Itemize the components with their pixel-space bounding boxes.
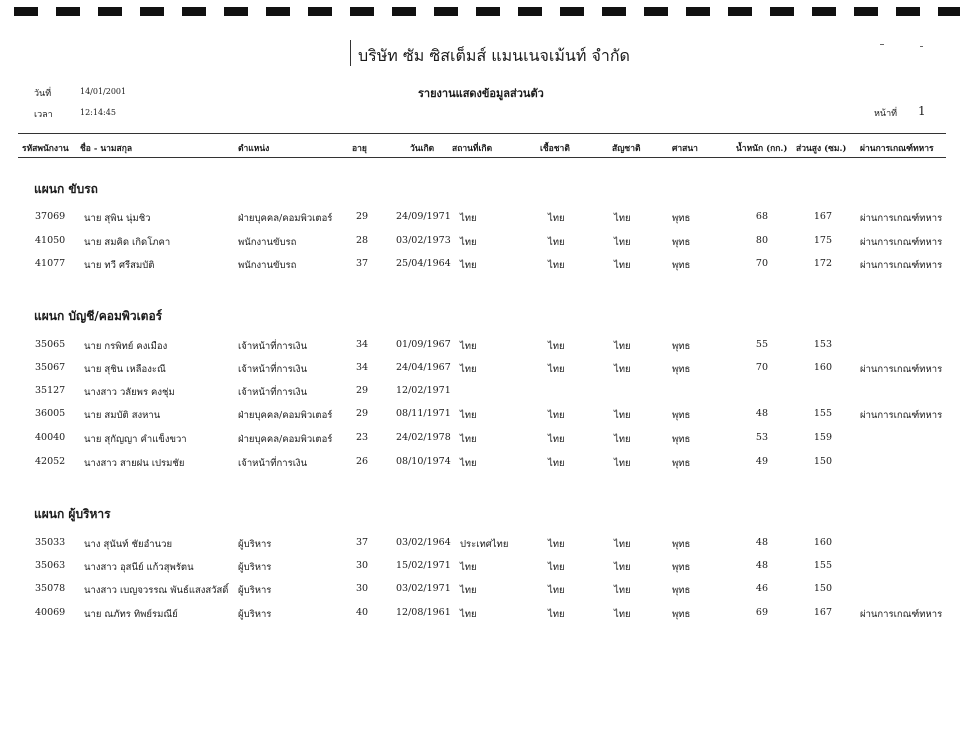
cell-name: นาย ณภัทร ทิพย์รมณีย์ <box>84 609 178 620</box>
col-age: อายุ <box>352 144 367 154</box>
perforation-dash <box>602 7 626 16</box>
time-label: เวลา <box>34 110 53 120</box>
cell-emp-id: 41050 <box>35 235 66 246</box>
date-label: วันที่ <box>34 89 52 99</box>
cell-race: ไทย <box>548 213 565 224</box>
cell-name: นาย สมบัติ สงหาน <box>84 410 161 421</box>
perforation-dash <box>140 7 164 16</box>
cell-weight: 48 <box>755 537 768 548</box>
cell-weight: 55 <box>755 339 768 350</box>
cell-nationality: ไทย <box>614 341 631 352</box>
cell-name: นาง สุนันท์ ชัยอำนวย <box>84 539 173 550</box>
cell-nationality: ไทย <box>614 260 631 271</box>
cell-religion: พุทธ <box>672 585 691 596</box>
section-title-driving: แผนก ขับรถ <box>34 182 98 196</box>
perforation-dash <box>182 7 206 16</box>
cell-religion: พุทธ <box>672 237 691 248</box>
cell-weight: 48 <box>755 408 768 419</box>
cell-race: ไทย <box>548 260 565 271</box>
cell-emp-id: 41077 <box>35 258 66 269</box>
cell-height: 150 <box>813 456 832 467</box>
header-top-rule <box>18 133 946 134</box>
cell-name: นางสาว เบญจวรรณ พันธ์แสงสวัสดิ์ <box>84 585 229 596</box>
table-row <box>0 235 960 253</box>
cell-birth-place: ไทย <box>460 341 477 352</box>
cell-birth-place: ไทย <box>460 260 477 271</box>
col-birth-place: สถานที่เกิด <box>452 144 493 154</box>
cell-race: ไทย <box>548 410 565 421</box>
perforation-dash <box>644 7 668 16</box>
cell-birth-date: 24/04/1967 <box>396 362 451 373</box>
cell-height: 167 <box>813 607 832 618</box>
perforation-dash <box>938 7 960 16</box>
cell-religion: พุทธ <box>672 434 691 445</box>
col-weight: น้ำหนัก (กก.) <box>736 144 788 154</box>
cell-birth-date: 25/04/1964 <box>396 258 451 269</box>
cell-nationality: ไทย <box>614 539 631 550</box>
cell-nationality: ไทย <box>614 213 631 224</box>
cell-birth-date: 01/09/1967 <box>396 339 451 350</box>
cell-race: ไทย <box>548 609 565 620</box>
cell-weight: 48 <box>755 560 768 571</box>
cell-height: 160 <box>813 537 832 548</box>
cell-name: นางสาว อุสนีย์ แก้วสุพรัตน <box>84 562 194 573</box>
cell-name: นางสาว สายฝน เปรมชัย <box>84 458 185 469</box>
perforation-dash <box>476 7 500 16</box>
cell-position: พนักงานขับรถ <box>238 260 297 271</box>
perforation-dash <box>518 7 542 16</box>
table-row <box>0 385 960 403</box>
cell-age: 26 <box>356 456 369 467</box>
cell-name: นาย สมคิด เกิดโภคา <box>84 237 171 248</box>
cell-birth-place: ไทย <box>460 213 477 224</box>
cell-race: ไทย <box>548 458 565 469</box>
cell-birth-date: 03/02/1971 <box>396 583 451 594</box>
perforation-dash <box>728 7 752 16</box>
col-name: ชื่อ - นามสกุล <box>80 144 133 154</box>
cell-position: ผู้บริหาร <box>238 562 272 573</box>
cell-position: ฝ่ายบุคคล/คอมพิวเตอร์ <box>238 213 333 224</box>
cell-weight: 53 <box>755 432 768 443</box>
perforation-dash <box>812 7 836 16</box>
cell-nationality: ไทย <box>614 609 631 620</box>
cell-age: 40 <box>356 607 369 618</box>
perforation-dash <box>308 7 332 16</box>
cell-name: นาย สุกัญญา คำแข็งขวา <box>84 434 187 445</box>
cell-position: เจ้าหน้าที่การเงิน <box>238 341 308 352</box>
cell-age: 29 <box>356 211 369 222</box>
perforation-dash <box>14 7 38 16</box>
cell-nationality: ไทย <box>614 585 631 596</box>
cell-religion: พุทธ <box>672 341 691 352</box>
perforation-dash <box>896 7 920 16</box>
scan-mark <box>880 44 884 45</box>
cell-height: 159 <box>813 432 832 443</box>
cell-religion: พุทธ <box>672 562 691 573</box>
cell-name: นาย ทวี ศรีสมบัติ <box>84 260 155 271</box>
cell-name: นาย สุชิน เหลืองะณี <box>84 364 166 375</box>
cell-race: ไทย <box>548 341 565 352</box>
cell-birth-date: 12/08/1961 <box>396 607 451 618</box>
cell-position: ฝ่ายบุคคล/คอมพิวเตอร์ <box>238 410 333 421</box>
cell-age: 30 <box>356 560 369 571</box>
cell-birth-place: ประเทศไทย <box>460 539 509 550</box>
cell-age: 34 <box>356 362 369 373</box>
table-row <box>0 607 960 625</box>
perforation-dash <box>56 7 80 16</box>
cell-age: 28 <box>356 235 369 246</box>
perforation-dashes <box>0 6 960 18</box>
cell-weight: 70 <box>755 362 768 373</box>
cell-position: เจ้าหน้าที่การเงิน <box>238 458 308 469</box>
cell-birth-date: 12/02/1971 <box>396 385 451 396</box>
col-position: ตำแหน่ง <box>238 144 270 154</box>
cell-name: นางสาว วลัยพร คงชุ่ม <box>84 387 175 398</box>
cell-position: ผู้บริหาร <box>238 539 272 550</box>
cell-nationality: ไทย <box>614 434 631 445</box>
perforation-dash <box>392 7 416 16</box>
cell-position: ผู้บริหาร <box>238 609 272 620</box>
scan-mark <box>920 46 923 47</box>
page-label: หน้าที่ <box>874 109 898 119</box>
perforation-dash <box>560 7 584 16</box>
col-birth-date: วันเกิด <box>410 144 435 154</box>
cell-nationality: ไทย <box>614 410 631 421</box>
table-row <box>0 362 960 380</box>
cell-nationality: ไทย <box>614 458 631 469</box>
col-military: ผ่านการเกณฑ์ทหาร <box>860 144 934 154</box>
cell-birth-date: 08/11/1971 <box>396 408 451 419</box>
cell-emp-id: 40040 <box>35 432 66 443</box>
cell-birth-place: ไทย <box>460 562 477 573</box>
cell-weight: 69 <box>755 607 768 618</box>
cell-nationality: ไทย <box>614 364 631 375</box>
cell-birth-place: ไทย <box>460 237 477 248</box>
perforation-dash <box>434 7 458 16</box>
date-value: 14/01/2001 <box>80 87 127 96</box>
cell-age: 37 <box>356 537 369 548</box>
cell-age: 23 <box>356 432 369 443</box>
table-row <box>0 258 960 276</box>
perforation-dash <box>266 7 290 16</box>
table-row <box>0 211 960 229</box>
perforation-dash <box>350 7 374 16</box>
cell-military: ผ่านการเกณฑ์ทหาร <box>860 364 943 375</box>
cell-military: ผ่านการเกณฑ์ทหาร <box>860 410 943 421</box>
company-name: บริษัท ซัม ซิสเต็มส์ แมนเนจเม้นท์ จำกัด <box>358 46 630 65</box>
cell-military: ผ่านการเกณฑ์ทหาร <box>860 237 943 248</box>
cell-race: ไทย <box>548 562 565 573</box>
cell-height: 155 <box>813 408 832 419</box>
cell-weight: 49 <box>755 456 768 467</box>
col-race: เชื้อชาติ <box>540 144 570 154</box>
cell-birth-date: 24/09/1971 <box>396 211 451 222</box>
title-divider <box>350 40 351 66</box>
cell-age: 34 <box>356 339 369 350</box>
perforation-dash <box>98 7 122 16</box>
cell-religion: พุทธ <box>672 458 691 469</box>
cell-age: 30 <box>356 583 369 594</box>
cell-birth-date: 24/02/1978 <box>396 432 451 443</box>
cell-height: 160 <box>813 362 832 373</box>
table-row <box>0 432 960 450</box>
perforation-dash <box>770 7 794 16</box>
cell-emp-id: 35078 <box>35 583 66 594</box>
cell-height: 155 <box>813 560 832 571</box>
cell-emp-id: 35065 <box>35 339 66 350</box>
table-row <box>0 456 960 474</box>
cell-height: 175 <box>813 235 832 246</box>
table-row <box>0 339 960 357</box>
section-title-accounting: แผนก บัญชี/คอมพิวเตอร์ <box>34 309 163 323</box>
cell-religion: พุทธ <box>672 410 691 421</box>
cell-race: ไทย <box>548 585 565 596</box>
section-title-executive: แผนก ผู้บริหาร <box>34 507 111 521</box>
col-emp-id: รหัสพนักงาน <box>22 144 69 154</box>
cell-religion: พุทธ <box>672 213 691 224</box>
cell-birth-date: 03/02/1973 <box>396 235 451 246</box>
cell-name: นาย กรพิทย์ คงเมือง <box>84 341 168 352</box>
cell-weight: 70 <box>755 258 768 269</box>
cell-position: เจ้าหน้าที่การเงิน <box>238 387 308 398</box>
time-value: 12:14:45 <box>80 108 116 117</box>
cell-race: ไทย <box>548 237 565 248</box>
cell-position: เจ้าหน้าที่การเงิน <box>238 364 308 375</box>
cell-nationality: ไทย <box>614 562 631 573</box>
cell-birth-date: 15/02/1971 <box>396 560 451 571</box>
cell-military: ผ่านการเกณฑ์ทหาร <box>860 260 943 271</box>
cell-name: นาย สุพิน นุ่มชิว <box>84 213 151 224</box>
cell-emp-id: 37069 <box>35 211 66 222</box>
cell-height: 150 <box>813 583 832 594</box>
cell-military: ผ่านการเกณฑ์ทหาร <box>860 609 943 620</box>
col-height: ส่วนสูง (ซม.) <box>796 144 847 154</box>
cell-height: 172 <box>813 258 832 269</box>
cell-birth-place: ไทย <box>460 410 477 421</box>
cell-birth-date: 08/10/1974 <box>396 456 451 467</box>
header-bottom-rule <box>18 157 946 158</box>
cell-military: ผ่านการเกณฑ์ทหาร <box>860 213 943 224</box>
cell-age: 29 <box>356 385 369 396</box>
cell-height: 167 <box>813 211 832 222</box>
cell-emp-id: 35127 <box>35 385 66 396</box>
cell-emp-id: 35033 <box>35 537 66 548</box>
cell-birth-place: ไทย <box>460 434 477 445</box>
cell-religion: พุทธ <box>672 364 691 375</box>
table-row <box>0 408 960 426</box>
cell-birth-place: ไทย <box>460 609 477 620</box>
perforation-dash <box>224 7 248 16</box>
cell-position: พนักงานขับรถ <box>238 237 297 248</box>
perforation-dash <box>686 7 710 16</box>
cell-race: ไทย <box>548 539 565 550</box>
table-row <box>0 583 960 601</box>
table-row <box>0 560 960 578</box>
cell-emp-id: 40069 <box>35 607 66 618</box>
cell-religion: พุทธ <box>672 539 691 550</box>
cell-emp-id: 35063 <box>35 560 66 571</box>
cell-age: 29 <box>356 408 369 419</box>
cell-birth-place: ไทย <box>460 364 477 375</box>
cell-race: ไทย <box>548 434 565 445</box>
cell-religion: พุทธ <box>672 260 691 271</box>
cell-emp-id: 35067 <box>35 362 66 373</box>
col-nationality: สัญชาติ <box>612 144 641 154</box>
cell-race: ไทย <box>548 364 565 375</box>
cell-emp-id: 36005 <box>35 408 66 419</box>
cell-age: 37 <box>356 258 369 269</box>
cell-position: ผู้บริหาร <box>238 585 272 596</box>
cell-birth-place: ไทย <box>460 458 477 469</box>
perforation-dash <box>854 7 878 16</box>
cell-birth-place: ไทย <box>460 585 477 596</box>
col-religion: ศาสนา <box>672 144 698 154</box>
page-number: 1 <box>918 104 926 118</box>
cell-weight: 68 <box>755 211 768 222</box>
table-row <box>0 537 960 555</box>
cell-nationality: ไทย <box>614 237 631 248</box>
cell-birth-date: 03/02/1964 <box>396 537 451 548</box>
cell-weight: 46 <box>755 583 768 594</box>
cell-religion: พุทธ <box>672 609 691 620</box>
cell-height: 153 <box>813 339 832 350</box>
report-title: รายงานแสดงข้อมูลส่วนตัว <box>418 87 544 100</box>
cell-weight: 80 <box>755 235 768 246</box>
cell-emp-id: 42052 <box>35 456 66 467</box>
cell-position: ฝ่ายบุคคล/คอมพิวเตอร์ <box>238 434 333 445</box>
